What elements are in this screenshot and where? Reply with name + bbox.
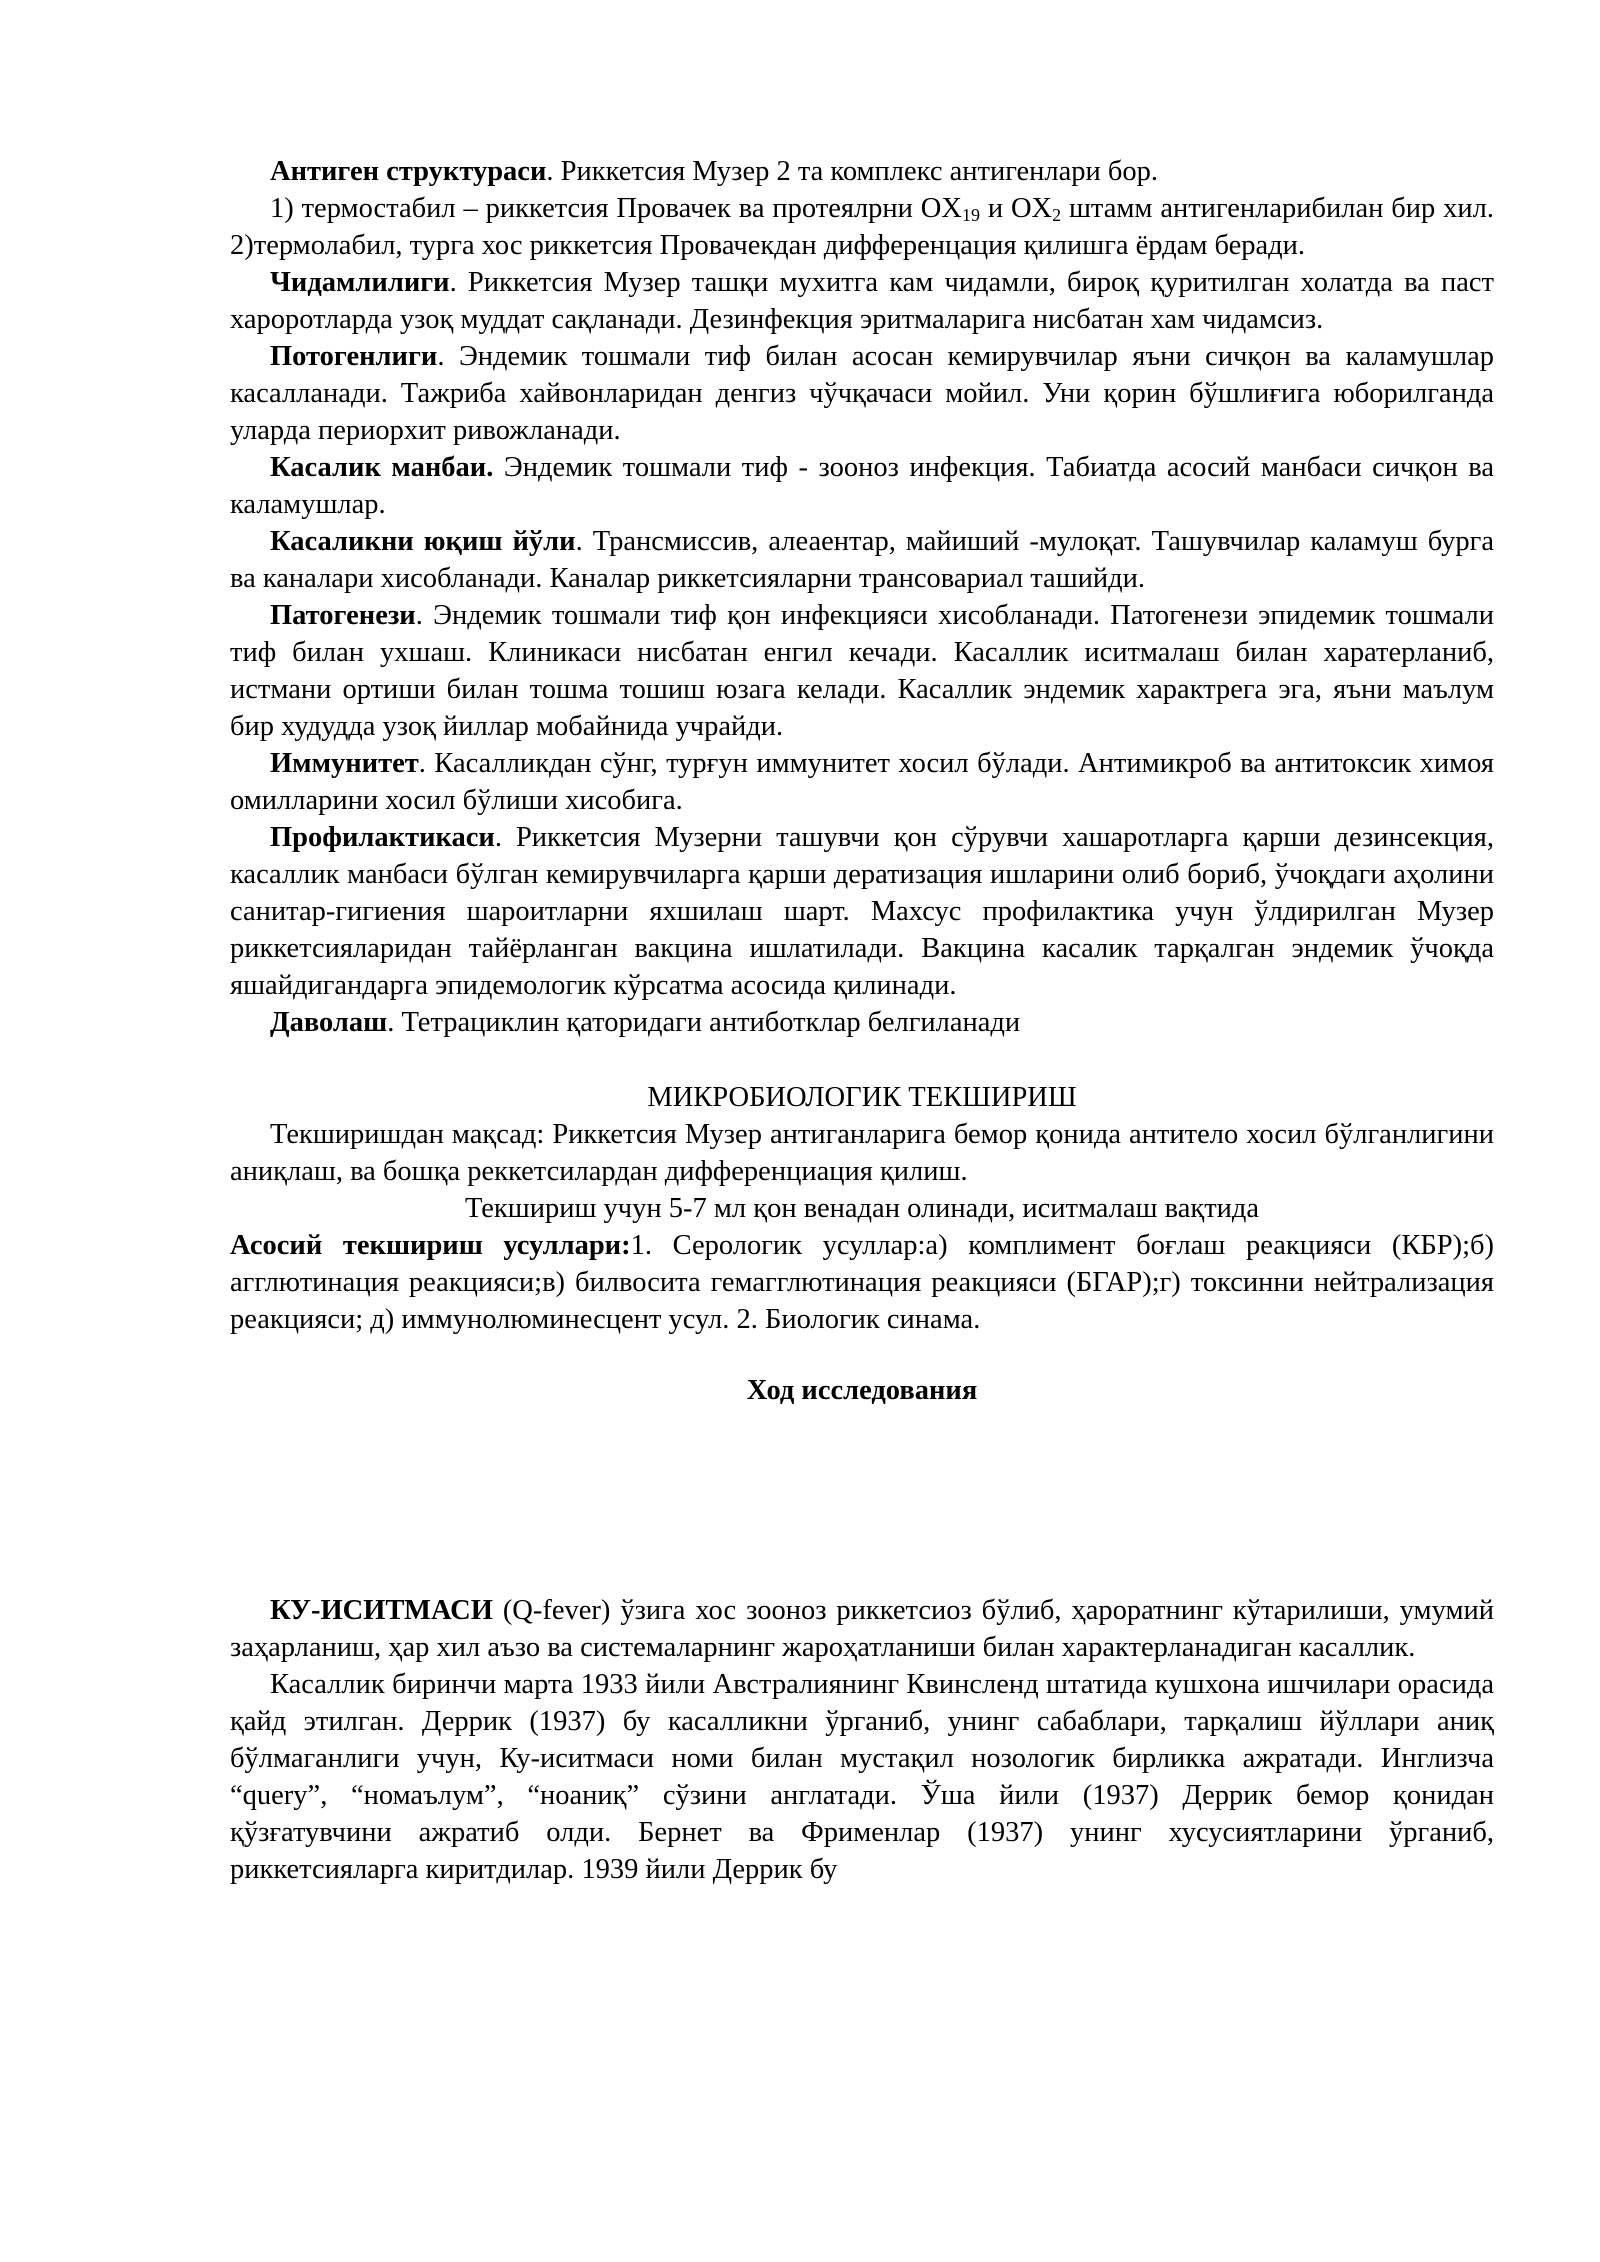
antigen-list-part1: 1) термостабил – риккетсия Провачек ва протеялрни OX (270, 193, 962, 224)
transmission-text: . Трансмиссив, алеаентар, майиший -мулоқат. Ташувчилар каламуш бурга ва каналари хисобланади. Каналар риккетсияларни трансовариал ташийди. (230, 526, 1494, 594)
resistance-text: . Риккетсия Музер ташқи мухитга кам чидамли, бироқ қуритилган холатда ва паст хароротларда узоқ муддат сақланади. Дезинфекция эритмаларига нисбатан хам чидамсиз. (230, 267, 1494, 335)
document-body (230, 153, 1494, 1888)
study-heading-text: Ход исследования (746, 1375, 978, 1406)
study-heading (230, 1372, 1494, 1409)
antigen-list-part3: штамм антигенларибилан бир хил. 2)термолабил, турга хос риккетсия Провачекдан дифференцация қилишга ёрдам беради. (230, 193, 1494, 261)
pathogenesis-text: . Эндемик тошмали тиф қон инфекцияси хисобланади. Патогенези эпидемик тошмали тиф билан ухшаш. Клиникаси нисбатан енгил кечади. Касаллик иситмалаш билан харатерланиб, истмани ортиши билан тошма тошиш юзага келади. Касаллик эндемик характрега эга, яъни маълум бир худудда узоқ йиллар мобайнида учрайди. (230, 600, 1494, 742)
pathogenesis-heading: Патогенези (270, 600, 416, 631)
immunity-paragraph (230, 745, 1494, 819)
q-fever-text: (Q-fever) ўзига хос зооноз риккетсиоз бўлиб, ҳароратнинг кўтарилиши, умумий заҳарланиш, ҳар хил аъзо ва системаларнинг жароҳатланиши билан характерланадиган касаллик. (230, 1595, 1494, 1663)
antigen-list-paragraph (230, 190, 1494, 264)
methods-heading: Асосий текшириш усуллари: (230, 1230, 631, 1261)
source-heading: Касалик манбаи. (270, 452, 494, 483)
prevention-heading: Профилактикаси (270, 822, 495, 853)
source-text: Эндемик тошмали тиф - зооноз инфекция. Табиатда асосий манбаси сичқон ва каламушлар. (230, 452, 1494, 520)
treatment-text: . Тетрациклин қаторидаги антиботклар белгиланади (387, 1007, 1021, 1038)
spacer (230, 1409, 1494, 1592)
treatment-paragraph (230, 1004, 1494, 1041)
q-fever-heading: КУ-ИСИТМАСИ (270, 1595, 493, 1626)
transmission-paragraph (230, 523, 1494, 597)
prevention-text: . Риккетсия Музерни ташувчи қон сўрувчи хашаротларга қарши дезинсекция, касаллик манбаси бўлган кемирувчиларга қарши дератизация ишларини олиб бориб, ўчоқдаги аҳолини санитар-гигиения шароитларни яхшилаш шарт. Махсус профилактика учун ўлдирилган Музер риккетсияларидан тайёрланган вакцина ишлатилади. Вакцина касалик тарқалган эндемик ўчоқда яшайдигандарга эпидемологик кўрсатма асосида қилинади. (230, 822, 1494, 1001)
transmission-heading: Касаликни юқиш йўли (270, 526, 576, 557)
antigen-list-sub2: 2 (1052, 205, 1062, 225)
immunity-text: . Касалликдан сўнг, турғун иммунитет хосил бўлади. Антимикроб ва антитоксик химоя омилларини хосил бўлиши хисобига. (230, 748, 1494, 816)
resistance-heading: Чидамлилиги (270, 267, 450, 298)
prevention-paragraph (230, 819, 1494, 1004)
source-paragraph (230, 449, 1494, 523)
q-fever-paragraph (230, 1592, 1494, 1666)
immunity-heading: Иммунитет (270, 748, 419, 779)
treatment-heading: Даволаш (270, 1007, 388, 1038)
antigen-list-sub1: 19 (961, 205, 980, 225)
antigen-list-part2: и OX (979, 193, 1053, 224)
methods-text: 1. Серологик усуллар:а) комплимент боғлаш реакцияси (КБР);б) агглютинация реакцияси;в) билвосита гемагглютинация реакцияси (БГАР);г) токсинни нейтрализация реакцияси; д) иммунолюминесцент усул. 2. Биологик синама. (230, 1230, 1494, 1335)
micro-section-heading: МИКРОБИОЛОГИК ТЕКШИРИШ (647, 1082, 1077, 1113)
antigen-text: . Риккетсия Музер 2 та комплекс антигенлари бор. (546, 156, 1159, 187)
antigen-heading: Антиген структураси (270, 156, 547, 187)
pathogenicity-paragraph (230, 338, 1494, 449)
spacer (230, 1338, 1494, 1372)
methods-paragraph (230, 1227, 1494, 1338)
history-paragraph: Касаллик биринчи марта 1933 йили Австралиянинг Квинсленд штатида кушхона ишчилари орасида қайд этилган. Деррик (1937) бу касалликни ўрганиб, унинг сабаблари, тарқалиш йўллари аниқ бўлмаганлиги учун, Ку-иситмаси номи билан мустақил нозологик бирликка ажратади. Инглизча “query”, “номаълум”, “ноаниқ” сўзини англатади. Ўша йили (1937) Деррик бемор қонидан қўзғатувчини ажратиб олди. Бернет ва Фрименлар (1937) унинг хусусиятларини ўрганиб, риккетсияларга киритдилар. 1939 йили Деррик бу (230, 1669, 1494, 1885)
pathogenicity-text: . Эндемик тошмали тиф билан асосан кемирувчилар яъни сичқон ва каламушлар касалланади. Тажриба хайвонларидан денгиз чўчқачаси мойил. Уни қорин бўшлиғига юборилганда уларда периорхит ривожланади. (230, 341, 1494, 446)
purpose-paragraph: Текширишдан мақсад: Риккетсия Музер антиганларига бемор қонида антитело хосил бўлганлигини аниқлаш, ва бошқа реккетсилардан дифференциация қилиш. (230, 1119, 1494, 1187)
resistance-paragraph (230, 264, 1494, 338)
spacer (230, 1041, 1494, 1079)
antigen-paragraph (230, 153, 1494, 190)
sample-paragraph: Текшириш учун 5-7 мл қон венадан олинади, иситмалаш вақтида (464, 1193, 1260, 1224)
pathogenesis-paragraph (230, 597, 1494, 745)
pathogenicity-heading: Потогенлиги (270, 341, 438, 372)
